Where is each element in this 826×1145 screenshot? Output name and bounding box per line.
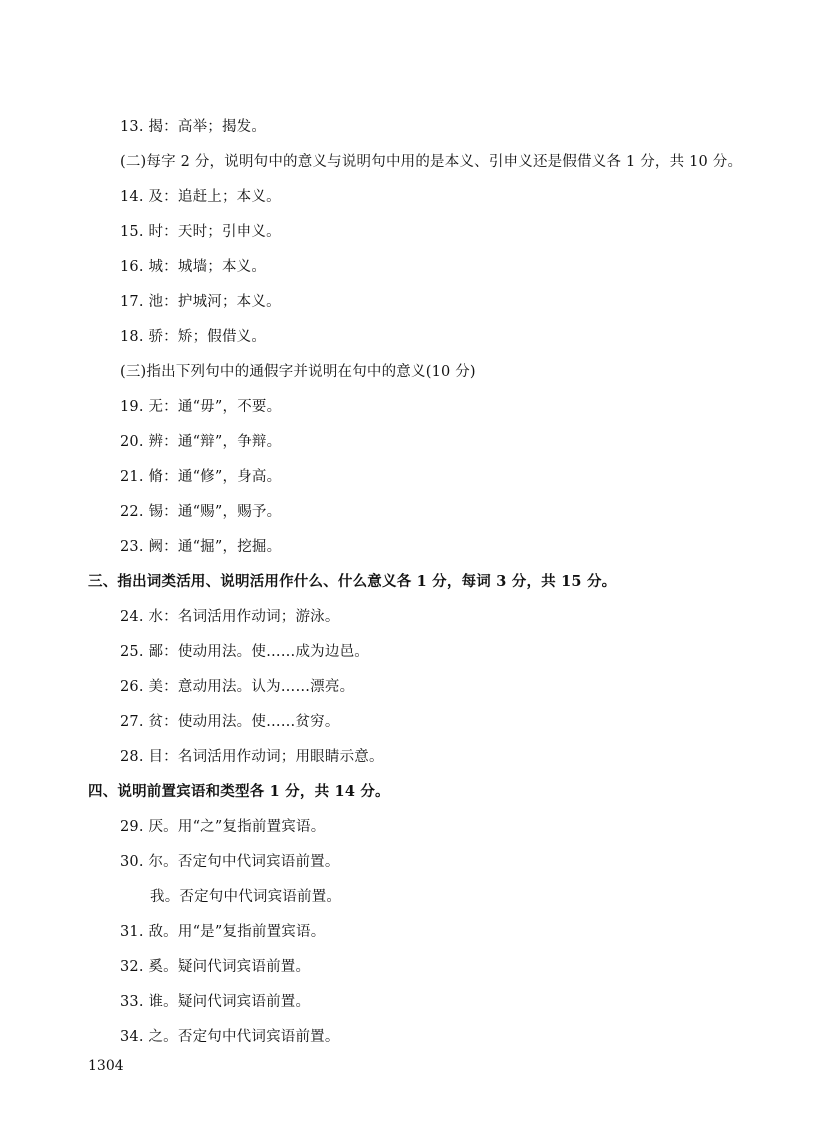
subsection-heading: (三)指出下列句中的通假字并说明在句中的意义(10 分) (120, 364, 476, 380)
answer-item: 13. 揭：高举；揭发。 (120, 119, 267, 135)
answer-item: 25. 鄙：使动用法。使……成为边邑。 (120, 644, 369, 660)
answer-item: 16. 城：城墙；本义。 (120, 259, 267, 275)
answer-item: 17. 池：护城河；本义。 (120, 294, 281, 310)
answer-item: 18. 骄：矫；假借义。 (120, 329, 267, 345)
answer-item: 28. 目：名词活用作动词；用眼睛示意。 (120, 749, 384, 765)
section-heading: 三、指出词类活用、说明活用作什么、什么意义各 1 分，每词 3 分，共 15 分。 (88, 573, 617, 590)
answer-item: 21. 脩：通“修”，身高。 (120, 469, 282, 485)
answer-item: 22. 锡：通“赐”，赐予。 (120, 504, 282, 520)
answer-item: 34. 之。否定句中代词宾语前置。 (120, 1029, 340, 1045)
answer-item: 30. 尔。否定句中代词宾语前置。 (120, 854, 340, 870)
answer-item: 20. 辨：通“辩”，争辩。 (120, 434, 282, 450)
answer-item: 26. 美：意动用法。认为……漂亮。 (120, 679, 355, 695)
answer-item: 27. 贫：使动用法。使……贫穷。 (120, 714, 340, 730)
answer-item: 33. 谁。疑问代词宾语前置。 (120, 994, 311, 1010)
answer-item: 14. 及：追赶上；本义。 (120, 189, 281, 205)
answer-item: 15. 时：天时；引申义。 (120, 224, 281, 240)
answer-item-continuation: 我。否定句中代词宾语前置。 (150, 889, 342, 905)
answer-item: 19. 无：通“毋”，不要。 (120, 399, 282, 415)
answer-item: 31. 敌。用“是”复指前置宾语。 (120, 924, 326, 940)
section-heading: 四、说明前置宾语和类型各 1 分，共 14 分。 (88, 783, 390, 800)
page-number: 1304 (88, 1058, 124, 1074)
subsection-heading: (二)每字 2 分，说明句中的意义与说明句中用的是本义、引申义还是假借义各 1 分，共 10 分。 (120, 154, 743, 170)
answer-item: 32. 奚。疑问代词宾语前置。 (120, 959, 311, 975)
answer-item: 29. 厌。用“之”复指前置宾语。 (120, 819, 326, 835)
answer-item: 24. 水：名词活用作动词；游泳。 (120, 609, 340, 625)
answer-item: 23. 阙：通“掘”，挖掘。 (120, 539, 282, 555)
